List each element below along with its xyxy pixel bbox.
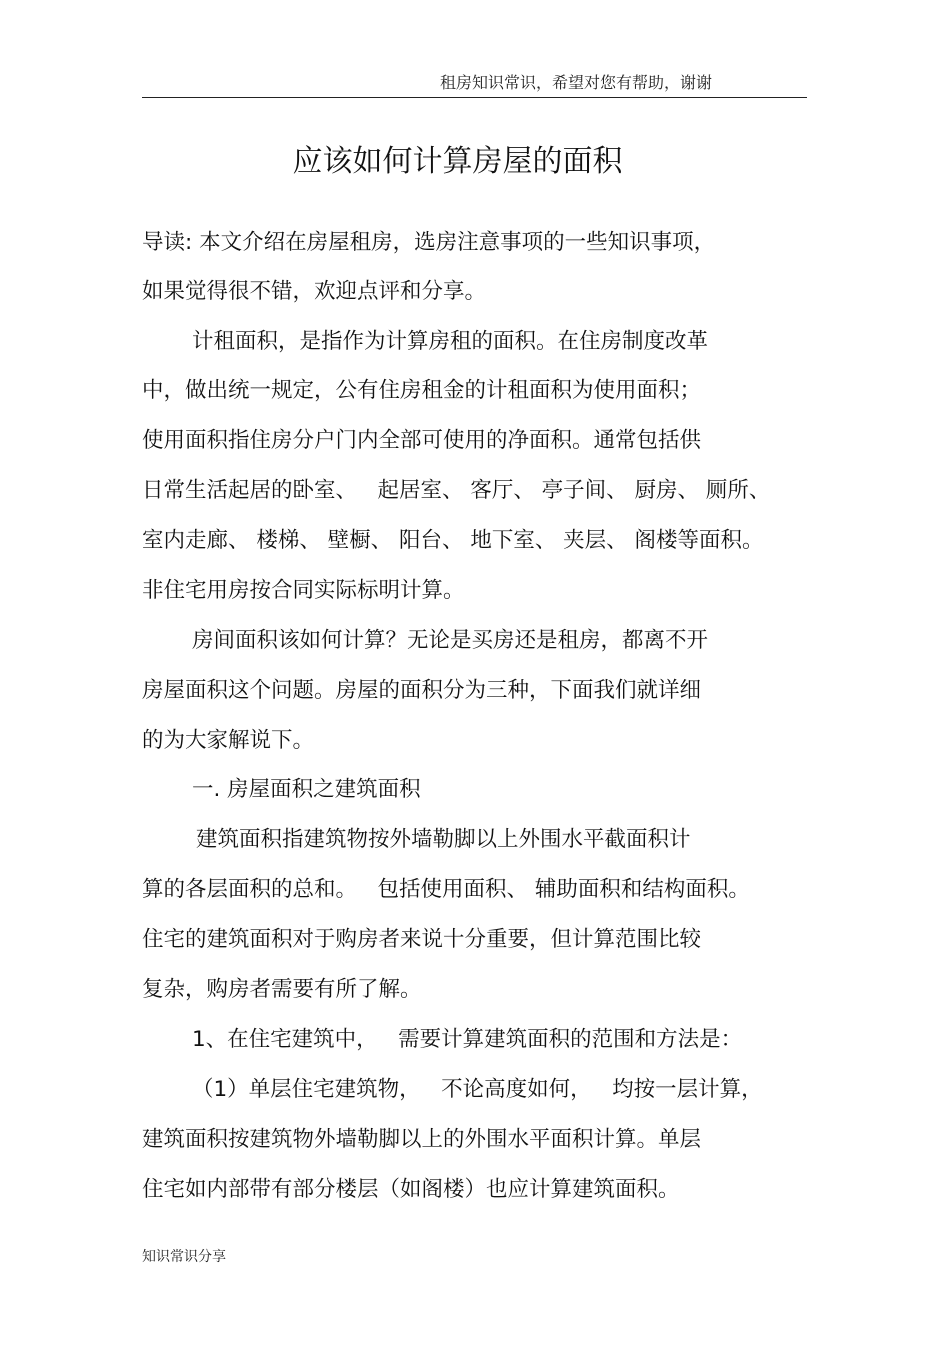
intro-line-2: 如果觉得很不错，欢迎点评和分享。 (142, 279, 487, 304)
paragraph-line: 建筑面积按建筑物外墙勒脚以上的外围水平面积计算。单层 (142, 1127, 702, 1152)
document-title: 应该如何计算房屋的面积 (292, 144, 623, 179)
paragraph-line: 房间面积该如何计算？无论是买房还是租房，都离不开 (192, 628, 709, 653)
paragraph-line: 复杂，购房者需要有所了解。 (142, 977, 422, 1002)
paragraph-line: 住宅的建筑面积对于购房者来说十分重要，但计算范围比较 (142, 927, 702, 952)
page-header-text: 租房知识常识，希望对您有帮助，谢谢 (440, 73, 713, 92)
paragraph-line: 建筑面积指建筑物按外墙勒脚以上外围水平截面积计 (196, 827, 691, 852)
paragraph-line: 非住宅用房按合同实际标明计算。 (142, 578, 465, 603)
intro-line-1: 导读: 本文介绍在房屋租房，选房注意事项的一些知识事项， (142, 230, 716, 255)
section-heading: 一. 房屋面积之建筑面积 (192, 777, 421, 802)
paragraph-line: 计租面积，是指作为计算房租的面积。在住房制度改革 (192, 329, 709, 354)
paragraph-line: 室内走廊、 楼梯、 壁橱、 阳台、 地下室、 夹层、 阁楼等面积。 (142, 528, 764, 553)
paragraph-line: 使用面积指住房分户门内全部可使用的净面积。通常包括供 (142, 428, 702, 453)
paragraph-line: 算的各层面积的总和。 包括使用面积、 辅助面积和结构面积。 (142, 877, 750, 902)
header-divider (142, 97, 807, 98)
paragraph-line: 住宅如内部带有部分楼层（如阁楼）也应计算建筑面积。 (142, 1177, 680, 1202)
paragraph-line: 的为大家解说下。 (142, 728, 315, 753)
paragraph-line: 中，做出统一规定，公有住房租金的计租面积为使用面积； (142, 378, 702, 403)
paragraph-line: 日常生活起居的卧室、 起居室、 客厅、 亭子间、 厨房、 厕所、 (142, 478, 771, 503)
paragraph-line: 房屋面积这个问题。房屋的面积分为三种，下面我们就详细 (142, 678, 702, 703)
paragraph-line: 1、在住宅建筑中， 需要计算建筑面积的范围和方法是： (192, 1027, 743, 1052)
page-footer-text: 知识常识分享 (142, 1249, 226, 1265)
paragraph-line: （1）单层住宅建筑物， 不论高度如何， 均按一层计算， (192, 1077, 763, 1102)
